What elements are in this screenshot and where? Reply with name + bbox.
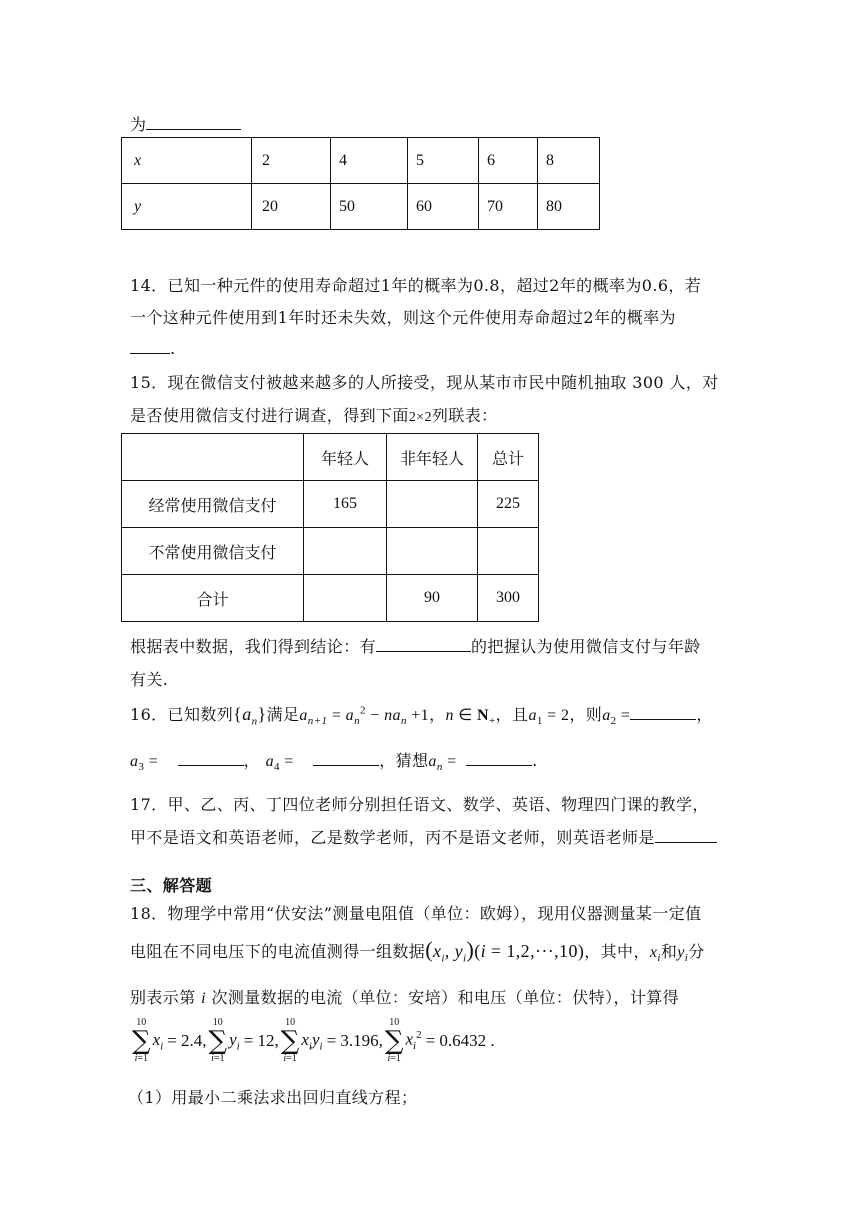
q15-conclusion-line — [130, 634, 701, 657]
table-cell: 60 — [408, 184, 479, 230]
sum-symbol: 10 ∑ i=1 — [384, 1017, 404, 1064]
q18-line-3a: 别表示第 — [130, 988, 196, 1007]
table-row — [122, 481, 539, 528]
answer-blank — [655, 826, 717, 843]
table-cell — [122, 434, 304, 481]
table-cell: 80 — [538, 184, 600, 230]
q16-recurrence: $a_{n+1} = a_n^2 - na_n +1$ — [299, 704, 430, 728]
table-row — [122, 575, 539, 622]
table-cell: 8 — [538, 138, 600, 184]
q13-prefix: 为 — [130, 115, 147, 134]
q17-line-1: 17．甲、乙、丙、丁四位老师分别担任语文、数学、英语、物理四门课的教学， — [130, 795, 709, 814]
q16-a2: $a_2$ = — [602, 707, 631, 728]
q18-sums: 10 ∑ i=1 $x_i$ = 2.4, 10 ∑ i=1 $y_i$ = 12, 10 ∑ i=1 $x_iy_i$ = 3.196, 10 ∑ i=1 $x_i^2$ = 0.6432 . — [132, 1017, 495, 1064]
table-header-cell: 总计 — [478, 434, 539, 481]
sum-xy: = 3.196, — [326, 1031, 383, 1050]
q15-contingency-table — [121, 433, 539, 622]
q18-line-1: 18．物理学中常用“伏安法”测量电阻值（单位：欧姆），现用仪器测量某一定值 — [130, 904, 702, 923]
q13-prefix-line — [130, 112, 241, 135]
table-cell — [478, 528, 539, 575]
sum-y: = 12, — [243, 1031, 279, 1050]
q16-guess: ，猜想 — [379, 751, 429, 770]
q18-line-2b: ，其中， — [584, 942, 650, 961]
table-cell: 225 — [478, 481, 539, 528]
q16-a4: $a_4$ = — [265, 753, 294, 774]
table-cell: 50 — [331, 184, 408, 230]
q17-line-2-text: 甲不是语文和英语老师，乙是数学老师，丙不是语文老师，则英语老师是 — [130, 828, 655, 847]
table-cell — [304, 575, 387, 622]
table-header-cell: 年轻人 — [304, 434, 387, 481]
table-cell — [387, 528, 478, 575]
q13-xy-table — [121, 137, 600, 230]
table-cell: 20 — [252, 184, 331, 230]
q14-line-3 — [130, 337, 176, 358]
q18-line-3b: 次测量数据的电流（单位：安培）和电压（单位：伏特），计算得 — [211, 988, 680, 1007]
answer-blank — [313, 749, 379, 766]
table-header-cell: 非年轻人 — [387, 434, 478, 481]
q15-math-2x2: 2×2 — [408, 410, 432, 425]
table-cell: 不常使用微信支付 — [122, 528, 304, 575]
q16-an: $a_n$ = — [428, 753, 457, 774]
q14-line-1: 14．已知一种元件的使用寿命超过1年的概率为0.8，超过2年的概率为0.6，若 — [130, 276, 702, 295]
q18-index-i: i — [201, 990, 206, 1007]
sum-symbol: 10 ∑ i=1 — [280, 1017, 300, 1064]
q16-line-2: $a_3$ = ， $a_4$ = ，猜想$a_n$ = . — [130, 751, 538, 774]
q16-line-1 — [130, 702, 713, 728]
q14-period: . — [170, 339, 176, 358]
answer-blank — [376, 635, 471, 652]
table-cell: x — [122, 138, 252, 184]
table-row — [122, 184, 600, 230]
q15-line-2 — [130, 403, 498, 426]
sum-symbol: 10 ∑ i=1 — [132, 1017, 151, 1064]
sum-x: = 2.4, — [167, 1031, 207, 1050]
q18-xi: $x_i$ — [649, 944, 661, 965]
q18-line-2c: 和 — [660, 942, 678, 961]
answer-blank — [178, 749, 244, 766]
q15-conclusion-a: 根据表中数据，我们得到结论：有 — [130, 637, 377, 656]
q15-line-1: 15．现在微信支付被越来越多的人所接受，现从某市市民中随机抽取 300 人，对 — [130, 373, 719, 392]
q18-line-2d: 分 — [688, 942, 705, 961]
q18-line-2 — [130, 937, 705, 965]
table-cell: 6 — [479, 138, 538, 184]
q18-yi: $y_i$ — [677, 944, 689, 965]
table-row — [122, 528, 539, 575]
q14-line-2: 一个这种元件使用到1年时还未失效，则这个元件使用寿命超过2年的概率为 — [130, 308, 676, 327]
q16-a3: $a_3$ = — [130, 753, 159, 774]
table-header-row — [122, 434, 539, 481]
q18-line-3 — [130, 985, 679, 1008]
sum-symbol: 10 ∑ i=1 — [208, 1017, 228, 1064]
q16-domain: n ∈ $N_+$ — [445, 707, 496, 728]
q16-text-a: 16．已知数列 — [130, 705, 234, 724]
q18-data-pair: ($x_i$, $y_i)(i = 1,2,\cdot\cdot\cdot,10)$ — [425, 937, 585, 965]
table-cell: 70 — [479, 184, 538, 230]
answer-blank — [146, 113, 241, 130]
q18-line-2a: 电阻在不同电压下的电流值测得一组数据 — [130, 942, 426, 961]
q16-text-c: ， — [429, 705, 446, 724]
answer-blank — [130, 337, 170, 354]
q15-conclusion-tail: 有关. — [130, 670, 169, 689]
table-cell: y — [122, 184, 252, 230]
table-cell — [304, 528, 387, 575]
answer-blank — [466, 749, 532, 766]
q16-seq: $\{a_n\}$ — [233, 704, 267, 728]
section-heading: 三、解答题 — [130, 876, 213, 895]
table-row — [122, 138, 600, 184]
q16-a1: $a_1 = 2$ — [528, 707, 570, 728]
table-cell: 5 — [408, 138, 479, 184]
q16-comma: ， — [696, 705, 713, 724]
q17-line-2 — [130, 825, 717, 848]
table-cell: 165 — [304, 481, 387, 528]
table-cell: 300 — [478, 575, 539, 622]
table-cell: 经常使用微信支付 — [122, 481, 304, 528]
q15-conclusion-b: 的把握认为使用微信支付与年龄 — [471, 637, 701, 656]
table-cell: 90 — [387, 575, 478, 622]
table-cell: 合计 — [122, 575, 304, 622]
table-cell: 4 — [331, 138, 408, 184]
answer-blank — [630, 703, 696, 720]
q16-text-d: ，且 — [495, 705, 529, 724]
q16-text-b: 满足 — [266, 705, 300, 724]
q15-line-2b: 列联表： — [431, 406, 498, 425]
table-cell: 2 — [252, 138, 331, 184]
q15-line-2a: 是否使用微信支付进行调查，得到下面 — [130, 406, 409, 425]
q18-subquestion-1: （1）用最小二乘法求出回归直线方程； — [128, 1088, 418, 1107]
table-cell — [387, 481, 478, 528]
q16-text-e: ，则 — [569, 705, 603, 724]
sum-x2: = 0.6432 . — [425, 1031, 495, 1050]
